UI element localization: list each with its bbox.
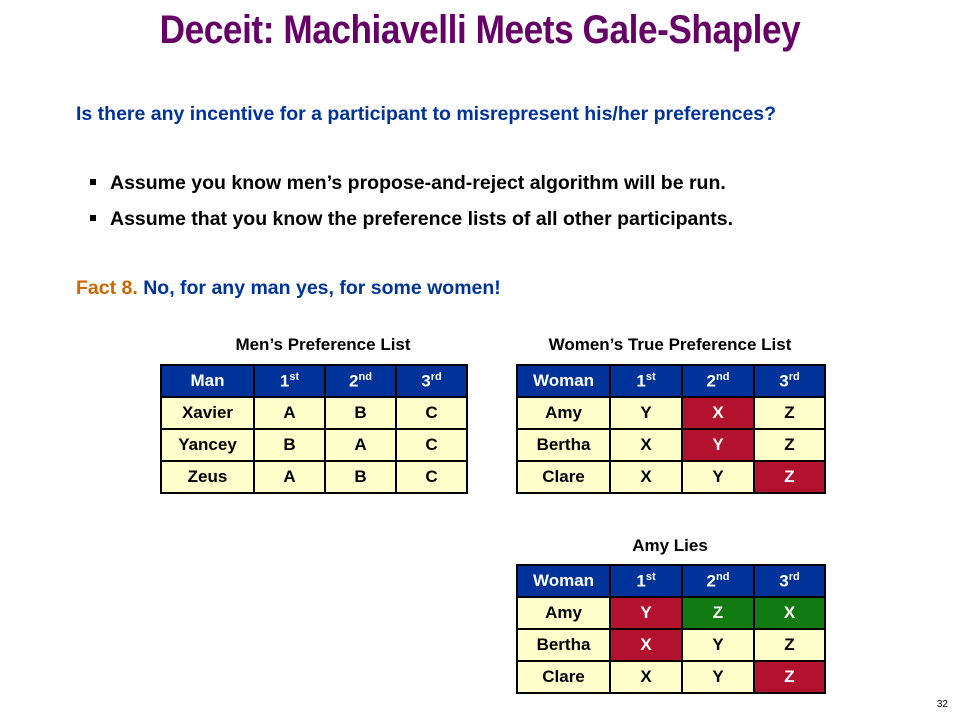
header-2nd: 2nd (682, 565, 754, 597)
table-row (517, 629, 825, 661)
table-header-row (161, 365, 467, 397)
row-name: Yancey (161, 429, 254, 461)
bullet-square-icon (90, 215, 96, 221)
row-name: Amy (517, 397, 610, 429)
row-name: Xavier (161, 397, 254, 429)
cell: A (325, 429, 396, 461)
page-number: 32 (936, 699, 948, 710)
cell-matched: Z (754, 661, 825, 693)
question-text: Is there any incentive for a participant to misrepresent his/her preferences? (76, 103, 777, 125)
cell-lie: Z (682, 597, 754, 629)
header-1st: 1st (610, 565, 682, 597)
header-woman: Woman (517, 565, 610, 597)
table-row (517, 397, 825, 429)
women-true-table-caption: Women’s True Preference List (548, 335, 792, 354)
cell: Y (682, 461, 754, 493)
header-2nd: 2nd (682, 365, 754, 397)
row-name: Clare (517, 661, 610, 693)
amy-lies-table-caption: Amy Lies (632, 536, 708, 555)
fact-label: Fact 8. (76, 277, 138, 299)
bullet-2-text: Assume that you know the preference lists of all other participants. (110, 208, 734, 230)
row-name: Zeus (161, 461, 254, 493)
header-3rd: 3rd (396, 365, 467, 397)
men-preference-table (160, 364, 468, 494)
header-1st: 1st (610, 365, 682, 397)
fact-text: No, for any man yes, for some women! (143, 277, 501, 299)
table-row (161, 429, 467, 461)
table-row (161, 461, 467, 493)
cell-lie: X (754, 597, 825, 629)
amy-lies-preference-table (516, 564, 826, 694)
cell: Y (610, 397, 682, 429)
cell: Y (682, 629, 754, 661)
cell: X (610, 461, 682, 493)
cell-matched: Y (610, 597, 682, 629)
cell: Y (682, 661, 754, 693)
cell: B (254, 429, 325, 461)
table-row (517, 597, 825, 629)
cell: B (325, 397, 396, 429)
cell: A (254, 397, 325, 429)
men-table-caption: Men’s Preference List (235, 335, 411, 354)
cell-matched: Y (682, 429, 754, 461)
row-name: Bertha (517, 429, 610, 461)
cell-matched: X (610, 629, 682, 661)
table-row (517, 429, 825, 461)
table-row (161, 397, 467, 429)
row-name: Amy (517, 597, 610, 629)
table-row (517, 461, 825, 493)
cell-matched: Z (754, 461, 825, 493)
bullet-square-icon (90, 179, 96, 185)
cell-matched: X (682, 397, 754, 429)
row-name: Clare (517, 461, 610, 493)
header-man: Man (161, 365, 254, 397)
cell: C (396, 397, 467, 429)
fact-line (76, 277, 501, 300)
cell: C (396, 461, 467, 493)
header-3rd: 3rd (754, 565, 825, 597)
cell: Z (754, 429, 825, 461)
cell: B (325, 461, 396, 493)
cell: X (610, 661, 682, 693)
bullet-1 (90, 172, 726, 195)
cell: A (254, 461, 325, 493)
bullet-1-text: Assume you know men’s propose-and-reject algorithm will be run. (110, 172, 726, 194)
header-2nd: 2nd (325, 365, 396, 397)
women-true-preference-table (516, 364, 826, 494)
cell: X (610, 429, 682, 461)
header-woman: Woman (517, 365, 610, 397)
cell: Z (754, 397, 825, 429)
table-row (517, 661, 825, 693)
header-3rd: 3rd (754, 365, 825, 397)
bullet-2 (90, 208, 733, 231)
slide-title: Deceit: Machiavelli Meets Gale-Shapley (159, 8, 801, 52)
row-name: Bertha (517, 629, 610, 661)
table-header-row (517, 365, 825, 397)
cell: Z (754, 629, 825, 661)
header-1st: 1st (254, 365, 325, 397)
table-header-row (517, 565, 825, 597)
cell: C (396, 429, 467, 461)
